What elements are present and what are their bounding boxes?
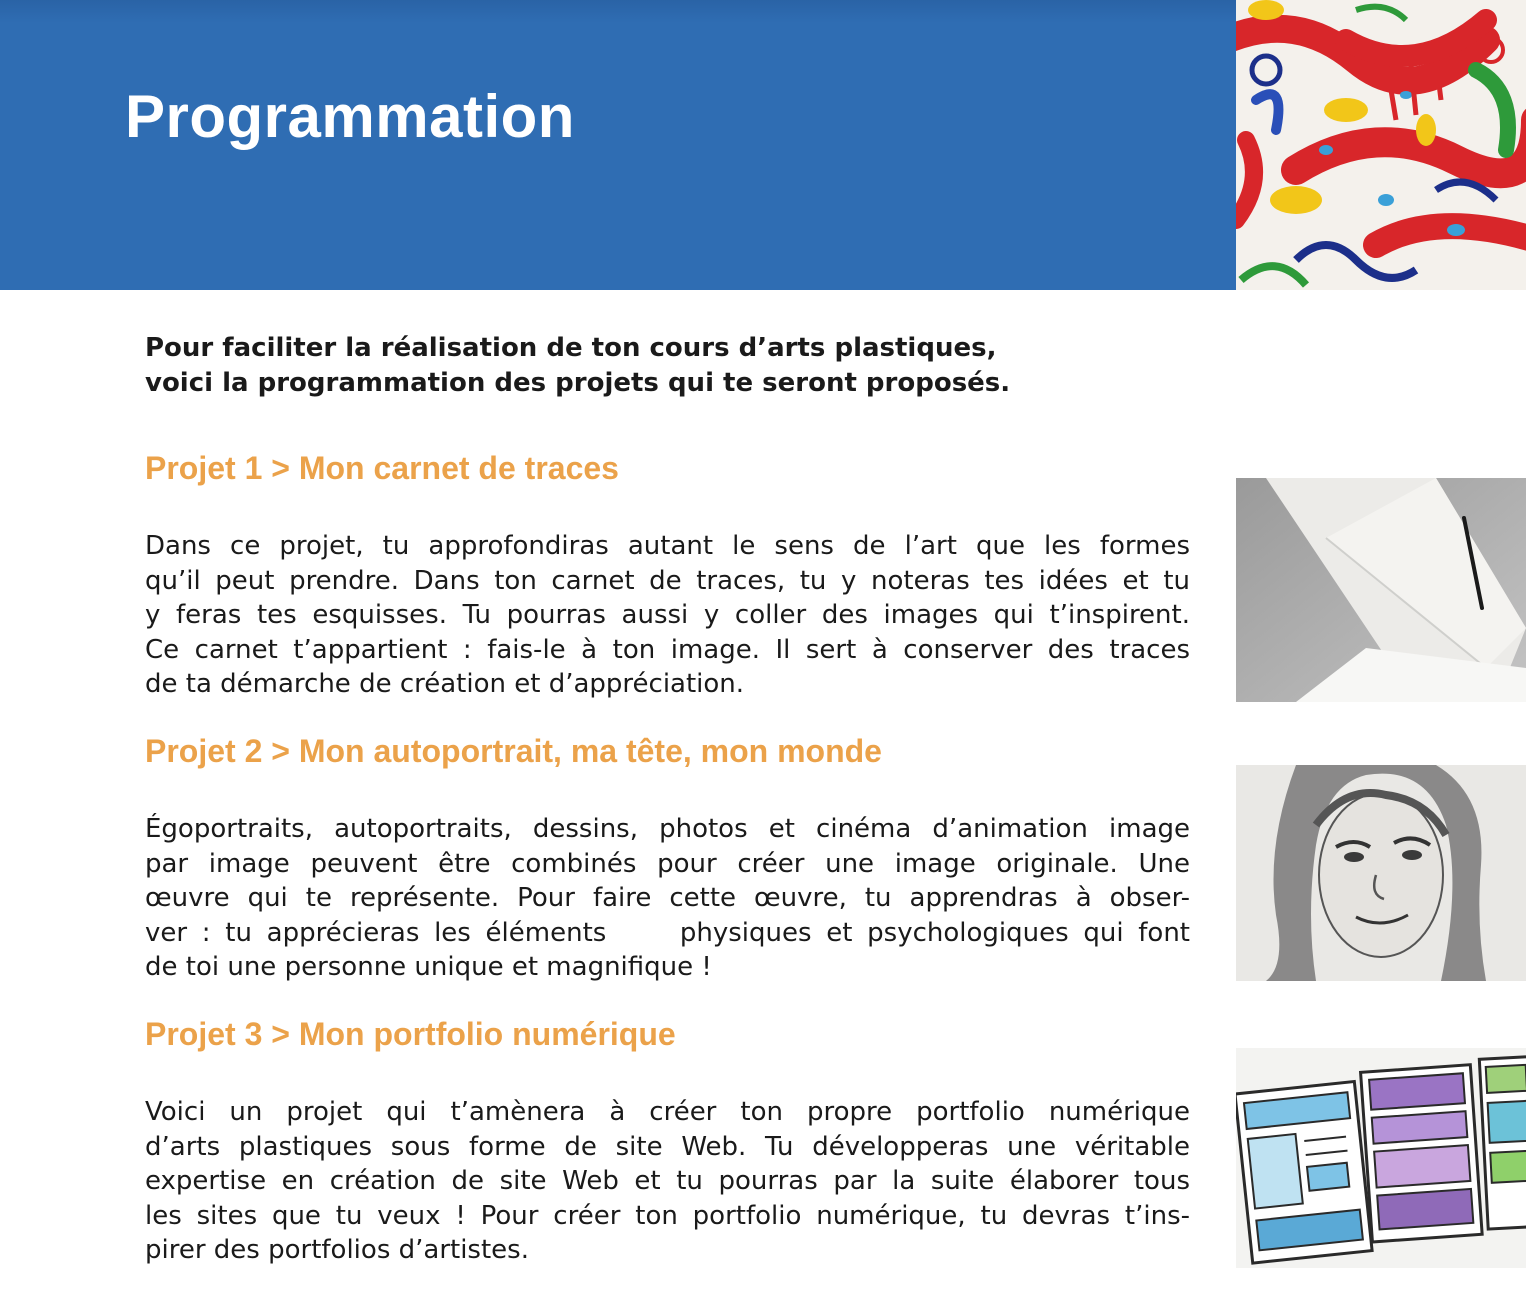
intro-paragraph	[145, 331, 1145, 401]
project-2-line: ver : tu apprécieras les éléments physiques et psychologiques qui font	[145, 917, 1190, 948]
project-3-line: Voici un projet qui t’amènera à créer ton propre portfolio numérique	[145, 1097, 1190, 1127]
pencil-self-portrait	[1236, 765, 1526, 981]
project-3-description	[145, 1095, 1190, 1268]
project-2-line: œuvre qui te représente. Pour faire cette œuvre, tu apprendras à obser-	[145, 883, 1190, 914]
project-1-line: Dans ce projet, tu approfondiras autant le sens de l’art que les formes	[145, 531, 1190, 561]
project-3-line: pirer des portfolios d’artistes.	[145, 1235, 529, 1266]
project-3-line: expertise en création de site Web et tu pourras par la suite élaborer tous	[145, 1166, 1190, 1197]
project-3-line: d’arts plastiques sous forme de site Web. Tu développeras une véritable	[145, 1131, 1190, 1162]
project-2-description	[145, 812, 1190, 985]
project-3-line: les sites que tu veux ! Pour créer ton portfolio numérique, tu devras t’ins-	[145, 1200, 1190, 1231]
project-1-line: y feras tes esquisses. Tu pourras aussi y coller des images qui t’inspirent.	[145, 600, 1190, 631]
page-title: Programmation	[125, 83, 575, 150]
project-1-description	[145, 529, 1190, 702]
sketchbook-photo	[1236, 478, 1526, 702]
intro-line: voici la programmation des projets qui te seront proposés.	[145, 368, 1011, 398]
project-3-heading: Projet 3 > Mon portfolio numérique	[145, 1016, 676, 1052]
project-2-line: par image peuvent être combinés pour créer une image originale. Une	[145, 848, 1190, 879]
project-1-line: Ce carnet t’appartient : fais-le à ton image. Il sert à conserver des traces	[145, 634, 1190, 665]
intro-line: Pour faciliter la réalisation de ton cours d’arts plastiques,	[145, 333, 997, 363]
project-2-heading: Projet 2 > Mon autoportrait, ma tête, mon monde	[145, 733, 882, 769]
project-2-line: Égoportraits, autoportraits, dessins, photos et cinéma d’animation image	[145, 814, 1190, 844]
project-2-line: de toi une personne unique et magnifique !	[145, 952, 712, 983]
website-wireframe-sketches	[1236, 1048, 1526, 1268]
abstract-artwork-image	[1236, 0, 1526, 290]
header-band	[0, 0, 1236, 290]
project-1-line: de ta démarche de création et d’appréciation.	[145, 669, 745, 700]
project-1-line: qu’il peut prendre. Dans ton carnet de traces, tu y noteras tes idées et tu	[145, 565, 1190, 596]
project-1-heading: Projet 1 > Mon carnet de traces	[145, 450, 619, 486]
